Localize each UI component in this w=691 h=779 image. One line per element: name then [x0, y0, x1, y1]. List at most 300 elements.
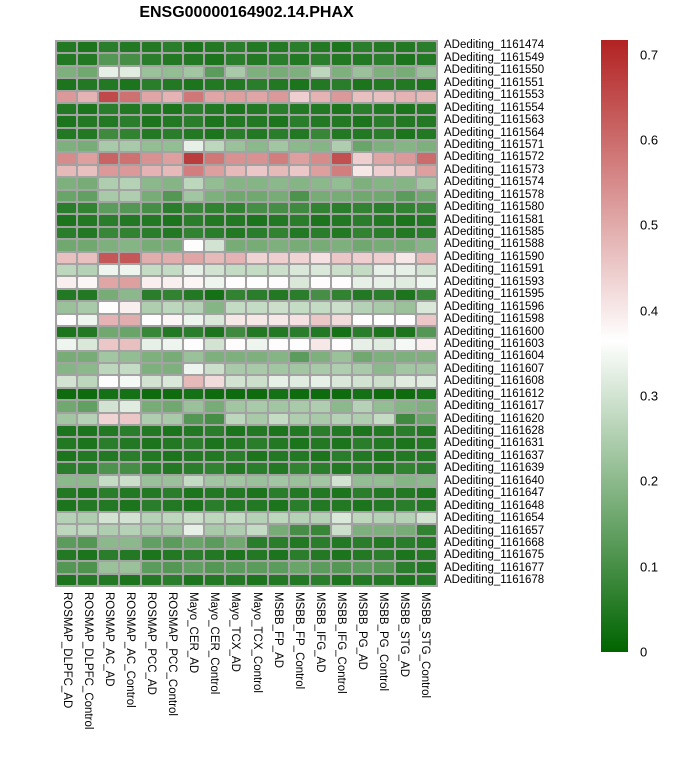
heatmap-cell [353, 228, 372, 238]
heatmap-cell [417, 42, 436, 52]
heatmap-cell [374, 67, 393, 77]
heatmap-cell [120, 191, 139, 201]
heatmap-cell [332, 414, 351, 424]
heatmap-cell [332, 153, 351, 163]
heatmap-cell [163, 562, 182, 572]
heatmap-cell [417, 438, 436, 448]
heatmap-cell [247, 451, 266, 461]
heatmap-cell [99, 537, 118, 547]
row-label: ADediting_1161550 [444, 64, 545, 77]
heatmap-cell [78, 92, 97, 102]
heatmap-cell [226, 191, 245, 201]
heatmap-cell [78, 67, 97, 77]
column-label: MSBB_FP_Control [292, 592, 305, 690]
heatmap-cell [184, 253, 203, 263]
row-label: ADediting_1161639 [444, 462, 545, 475]
heatmap-cell [163, 414, 182, 424]
heatmap-cell [99, 414, 118, 424]
heatmap-cell [78, 414, 97, 424]
heatmap-cell [226, 277, 245, 287]
heatmap-cell [332, 54, 351, 64]
heatmap-cell [226, 525, 245, 535]
heatmap-cell [142, 153, 161, 163]
heatmap-cell [226, 129, 245, 139]
row-label: ADediting_1161678 [444, 574, 545, 587]
row-label: ADediting_1161607 [444, 362, 545, 375]
heatmap-cell [269, 438, 288, 448]
heatmap-cell [290, 42, 309, 52]
heatmap-cell [226, 104, 245, 114]
heatmap-cell [205, 414, 224, 424]
column-label: ROSMAP_PCC_Control [166, 592, 179, 716]
heatmap-cell [205, 104, 224, 114]
row-label: ADediting_1161677 [444, 561, 545, 574]
heatmap-cell [78, 203, 97, 213]
heatmap-cell [269, 153, 288, 163]
heatmap-cell [353, 166, 372, 176]
heatmap-cell [120, 476, 139, 486]
heatmap-cell [269, 277, 288, 287]
heatmap-cell [247, 364, 266, 374]
row-label: ADediting_1161590 [444, 250, 545, 263]
heatmap-cell [99, 104, 118, 114]
heatmap-cell [78, 116, 97, 126]
heatmap-cell [353, 352, 372, 362]
heatmap-cell [120, 414, 139, 424]
heatmap-cell [99, 500, 118, 510]
heatmap-cell [417, 575, 436, 585]
heatmap-cell [353, 327, 372, 337]
heatmap-cell [99, 253, 118, 263]
heatmap-cell [374, 376, 393, 386]
heatmap-cell [417, 562, 436, 572]
heatmap-cell [163, 401, 182, 411]
heatmap-cell [184, 104, 203, 114]
heatmap-cell [120, 401, 139, 411]
heatmap-cell [290, 116, 309, 126]
heatmap-cell [163, 451, 182, 461]
heatmap-cell [120, 302, 139, 312]
heatmap-cell [205, 327, 224, 337]
heatmap-cell [311, 116, 330, 126]
heatmap-cell [57, 141, 76, 151]
heatmap-cell [78, 463, 97, 473]
heatmap-cell [269, 488, 288, 498]
heatmap-cell [311, 42, 330, 52]
row-label: ADediting_1161573 [444, 163, 545, 176]
heatmap-cell [163, 240, 182, 250]
heatmap-cell [374, 290, 393, 300]
heatmap-cell [163, 92, 182, 102]
heatmap-cell [353, 550, 372, 560]
heatmap-cell [205, 67, 224, 77]
heatmap-cell [57, 42, 76, 52]
heatmap-cell [226, 153, 245, 163]
heatmap-cell [184, 352, 203, 362]
colorbar-tick-label: 0.4 [640, 303, 659, 319]
heatmap-cell [57, 67, 76, 77]
heatmap-cell [374, 42, 393, 52]
heatmap-cell [374, 240, 393, 250]
heatmap-cell [353, 302, 372, 312]
heatmap-cell [184, 129, 203, 139]
heatmap-cell [417, 327, 436, 337]
heatmap-cell [78, 438, 97, 448]
heatmap-cell [78, 79, 97, 89]
heatmap-cell [142, 141, 161, 151]
heatmap-cell [226, 315, 245, 325]
heatmap-cell [57, 414, 76, 424]
heatmap-cell [311, 277, 330, 287]
heatmap-cell [247, 302, 266, 312]
heatmap-cell [142, 438, 161, 448]
heatmap-cell [142, 352, 161, 362]
heatmap-cell [332, 550, 351, 560]
heatmap-cell [311, 426, 330, 436]
heatmap-cell [269, 203, 288, 213]
heatmap-cell [311, 203, 330, 213]
heatmap-cell [353, 92, 372, 102]
heatmap-cell [374, 426, 393, 436]
heatmap-cell [290, 215, 309, 225]
heatmap-cell [332, 339, 351, 349]
heatmap-cell [142, 537, 161, 547]
heatmap-cell [142, 463, 161, 473]
heatmap-cell [205, 116, 224, 126]
heatmap-cell [142, 42, 161, 52]
heatmap-cell [396, 54, 415, 64]
heatmap-cell [374, 513, 393, 523]
heatmap-cell [226, 401, 245, 411]
heatmap-cell [396, 339, 415, 349]
heatmap-cell [417, 290, 436, 300]
heatmap-cell [374, 438, 393, 448]
heatmap-cell [205, 513, 224, 523]
heatmap-cell [269, 79, 288, 89]
heatmap-cell [163, 203, 182, 213]
heatmap-cell [78, 575, 97, 585]
heatmap-cell [247, 426, 266, 436]
heatmap-cell [374, 352, 393, 362]
heatmap-cell [163, 550, 182, 560]
heatmap-cell [57, 352, 76, 362]
heatmap-cell [332, 67, 351, 77]
heatmap-cell [184, 228, 203, 238]
heatmap-cell [120, 277, 139, 287]
heatmap-cell [226, 116, 245, 126]
heatmap-cell [99, 265, 118, 275]
heatmap-cell [269, 525, 288, 535]
heatmap-cell [99, 178, 118, 188]
heatmap-cell [353, 389, 372, 399]
heatmap-cell [269, 327, 288, 337]
heatmap-cell [353, 401, 372, 411]
heatmap-cell [353, 54, 372, 64]
heatmap-cell [205, 92, 224, 102]
heatmap-cell [396, 414, 415, 424]
row-label: ADediting_1161612 [444, 387, 545, 400]
column-label: Mayo_TCX_Control [250, 592, 263, 693]
heatmap-cell [332, 42, 351, 52]
heatmap-cell [311, 414, 330, 424]
heatmap-cell [226, 42, 245, 52]
heatmap-cell [290, 178, 309, 188]
heatmap-cell [269, 364, 288, 374]
row-label: ADediting_1161604 [444, 350, 545, 363]
heatmap-cell [353, 290, 372, 300]
heatmap-cell [396, 141, 415, 151]
heatmap-cell [417, 550, 436, 560]
heatmap-cell [396, 389, 415, 399]
heatmap-cell [120, 129, 139, 139]
heatmap-cell [269, 476, 288, 486]
heatmap-cell [142, 562, 161, 572]
heatmap-cell [163, 104, 182, 114]
heatmap-cell [226, 92, 245, 102]
heatmap-cell [99, 525, 118, 535]
heatmap-cell [353, 488, 372, 498]
heatmap-cell [226, 513, 245, 523]
heatmap-cell [120, 339, 139, 349]
heatmap-cell [290, 67, 309, 77]
heatmap-cell [57, 438, 76, 448]
heatmap-cell [120, 327, 139, 337]
heatmap-cell [57, 364, 76, 374]
heatmap-cell [99, 141, 118, 151]
heatmap-cell [417, 129, 436, 139]
heatmap-cell [57, 116, 76, 126]
heatmap-cell [374, 104, 393, 114]
heatmap-cell [184, 153, 203, 163]
heatmap-cell [120, 116, 139, 126]
heatmap-cell [396, 265, 415, 275]
heatmap-cell [332, 178, 351, 188]
heatmap-cell [290, 290, 309, 300]
heatmap-cell [78, 277, 97, 287]
row-label: ADediting_1161675 [444, 549, 545, 562]
heatmap-cell [184, 537, 203, 547]
heatmap-cell [226, 253, 245, 263]
heatmap-cell [78, 253, 97, 263]
heatmap-cell [142, 215, 161, 225]
heatmap-cell [184, 265, 203, 275]
heatmap-cell [78, 451, 97, 461]
heatmap-cell [184, 575, 203, 585]
heatmap-cell [290, 463, 309, 473]
heatmap-cell [247, 414, 266, 424]
heatmap-cell [269, 315, 288, 325]
heatmap-cell [417, 463, 436, 473]
heatmap-cell [78, 153, 97, 163]
heatmap-cell [247, 500, 266, 510]
heatmap-cell [290, 141, 309, 151]
heatmap-cell [120, 290, 139, 300]
heatmap-cell [417, 79, 436, 89]
heatmap-cell [269, 67, 288, 77]
heatmap-cell [311, 141, 330, 151]
heatmap-cell [332, 104, 351, 114]
heatmap-cell [332, 129, 351, 139]
heatmap-cell [163, 116, 182, 126]
row-label: ADediting_1161640 [444, 474, 545, 487]
column-label: ROSMAP_DLPFC_AD [61, 592, 74, 709]
heatmap-cell [332, 203, 351, 213]
heatmap-cell [417, 426, 436, 436]
row-label: ADediting_1161657 [444, 524, 545, 537]
heatmap-cell [396, 488, 415, 498]
heatmap-cell [120, 215, 139, 225]
heatmap-cell [120, 389, 139, 399]
heatmap-cell [99, 426, 118, 436]
heatmap-cell [99, 488, 118, 498]
heatmap-cell [142, 513, 161, 523]
heatmap-cell [205, 42, 224, 52]
heatmap-cell [269, 178, 288, 188]
heatmap-cell [396, 401, 415, 411]
heatmap-cell [417, 166, 436, 176]
heatmap-cell [290, 79, 309, 89]
row-label: ADediting_1161580 [444, 201, 545, 214]
heatmap-cell [417, 414, 436, 424]
heatmap-cell [290, 129, 309, 139]
heatmap-cell [78, 339, 97, 349]
heatmap-cell [396, 116, 415, 126]
heatmap-cell [78, 178, 97, 188]
heatmap-cell [332, 476, 351, 486]
heatmap-cell [57, 277, 76, 287]
heatmap-cell [396, 228, 415, 238]
heatmap-cell [226, 562, 245, 572]
heatmap-cell [396, 92, 415, 102]
heatmap-cell [184, 116, 203, 126]
heatmap-cell [396, 203, 415, 213]
heatmap-cell [247, 476, 266, 486]
heatmap-cell [269, 104, 288, 114]
heatmap-cell [353, 141, 372, 151]
heatmap-cell [57, 315, 76, 325]
heatmap-cell [120, 166, 139, 176]
heatmap-cell [247, 129, 266, 139]
column-label: MSBB_FP_AD [271, 592, 284, 669]
heatmap-cell [120, 79, 139, 89]
heatmap-cell [269, 389, 288, 399]
heatmap-cell [269, 401, 288, 411]
heatmap-cell [311, 575, 330, 585]
heatmap-cell [374, 389, 393, 399]
row-label: ADediting_1161563 [444, 114, 545, 127]
heatmap-cell [226, 228, 245, 238]
heatmap-cell [163, 253, 182, 263]
heatmap-cell [226, 451, 245, 461]
heatmap-cell [205, 389, 224, 399]
heatmap-cell [374, 401, 393, 411]
row-label: ADediting_1161551 [444, 76, 545, 89]
heatmap-cell [396, 253, 415, 263]
heatmap-cell [290, 562, 309, 572]
heatmap-cell [226, 463, 245, 473]
heatmap-cell [332, 451, 351, 461]
heatmap-cell [269, 513, 288, 523]
row-label: ADediting_1161574 [444, 176, 545, 189]
heatmap-cell [78, 488, 97, 498]
heatmap-cell [269, 141, 288, 151]
heatmap-cell [332, 116, 351, 126]
heatmap-cell [120, 240, 139, 250]
heatmap-cell [417, 265, 436, 275]
row-label: ADediting_1161620 [444, 412, 545, 425]
heatmap-cell [353, 104, 372, 114]
heatmap-cell [120, 525, 139, 535]
heatmap-cell [226, 215, 245, 225]
heatmap-cell [99, 438, 118, 448]
heatmap-cell [78, 54, 97, 64]
row-label: ADediting_1161617 [444, 400, 545, 413]
heatmap-cell [163, 488, 182, 498]
heatmap-cell [374, 79, 393, 89]
heatmap-cell [142, 178, 161, 188]
heatmap-cell [205, 537, 224, 547]
heatmap-cell [290, 339, 309, 349]
heatmap-cell [269, 537, 288, 547]
heatmap-cell [99, 191, 118, 201]
heatmap-cell [99, 228, 118, 238]
heatmap-cell [78, 228, 97, 238]
heatmap-cell [311, 228, 330, 238]
heatmap-cell [78, 537, 97, 547]
heatmap-cell [99, 290, 118, 300]
column-label: ROSMAP_DLPFC_Control [82, 592, 95, 730]
heatmap-cell [247, 166, 266, 176]
heatmap-cell [163, 364, 182, 374]
heatmap-cell [332, 426, 351, 436]
heatmap-cell [374, 92, 393, 102]
heatmap-cell [417, 228, 436, 238]
heatmap-cell [99, 215, 118, 225]
heatmap-cell [57, 54, 76, 64]
heatmap-cell [205, 339, 224, 349]
heatmap-cell [374, 215, 393, 225]
heatmap-cell [353, 339, 372, 349]
heatmap-cell [142, 401, 161, 411]
heatmap-cell [417, 364, 436, 374]
heatmap-cell [120, 376, 139, 386]
heatmap-cell [205, 253, 224, 263]
heatmap-cell [374, 414, 393, 424]
heatmap-cell [142, 54, 161, 64]
heatmap-cell [247, 104, 266, 114]
heatmap-cell [311, 67, 330, 77]
heatmap-cell [57, 550, 76, 560]
heatmap-cell [353, 79, 372, 89]
heatmap-cell [417, 537, 436, 547]
heatmap-cell [120, 265, 139, 275]
heatmap-cell [247, 352, 266, 362]
heatmap-cell [99, 389, 118, 399]
heatmap-cell [290, 401, 309, 411]
heatmap-cell [226, 290, 245, 300]
heatmap-cell [184, 240, 203, 250]
heatmap-cell [417, 476, 436, 486]
heatmap-cell [353, 513, 372, 523]
colorbar-tick-label: 0 [640, 644, 648, 660]
heatmap-cell [184, 203, 203, 213]
heatmap-cell [247, 178, 266, 188]
heatmap-cell [417, 116, 436, 126]
heatmap-cell [226, 364, 245, 374]
heatmap-cell [374, 537, 393, 547]
column-label: ROSMAP_AC_AD [103, 592, 116, 687]
heatmap-cell [57, 92, 76, 102]
